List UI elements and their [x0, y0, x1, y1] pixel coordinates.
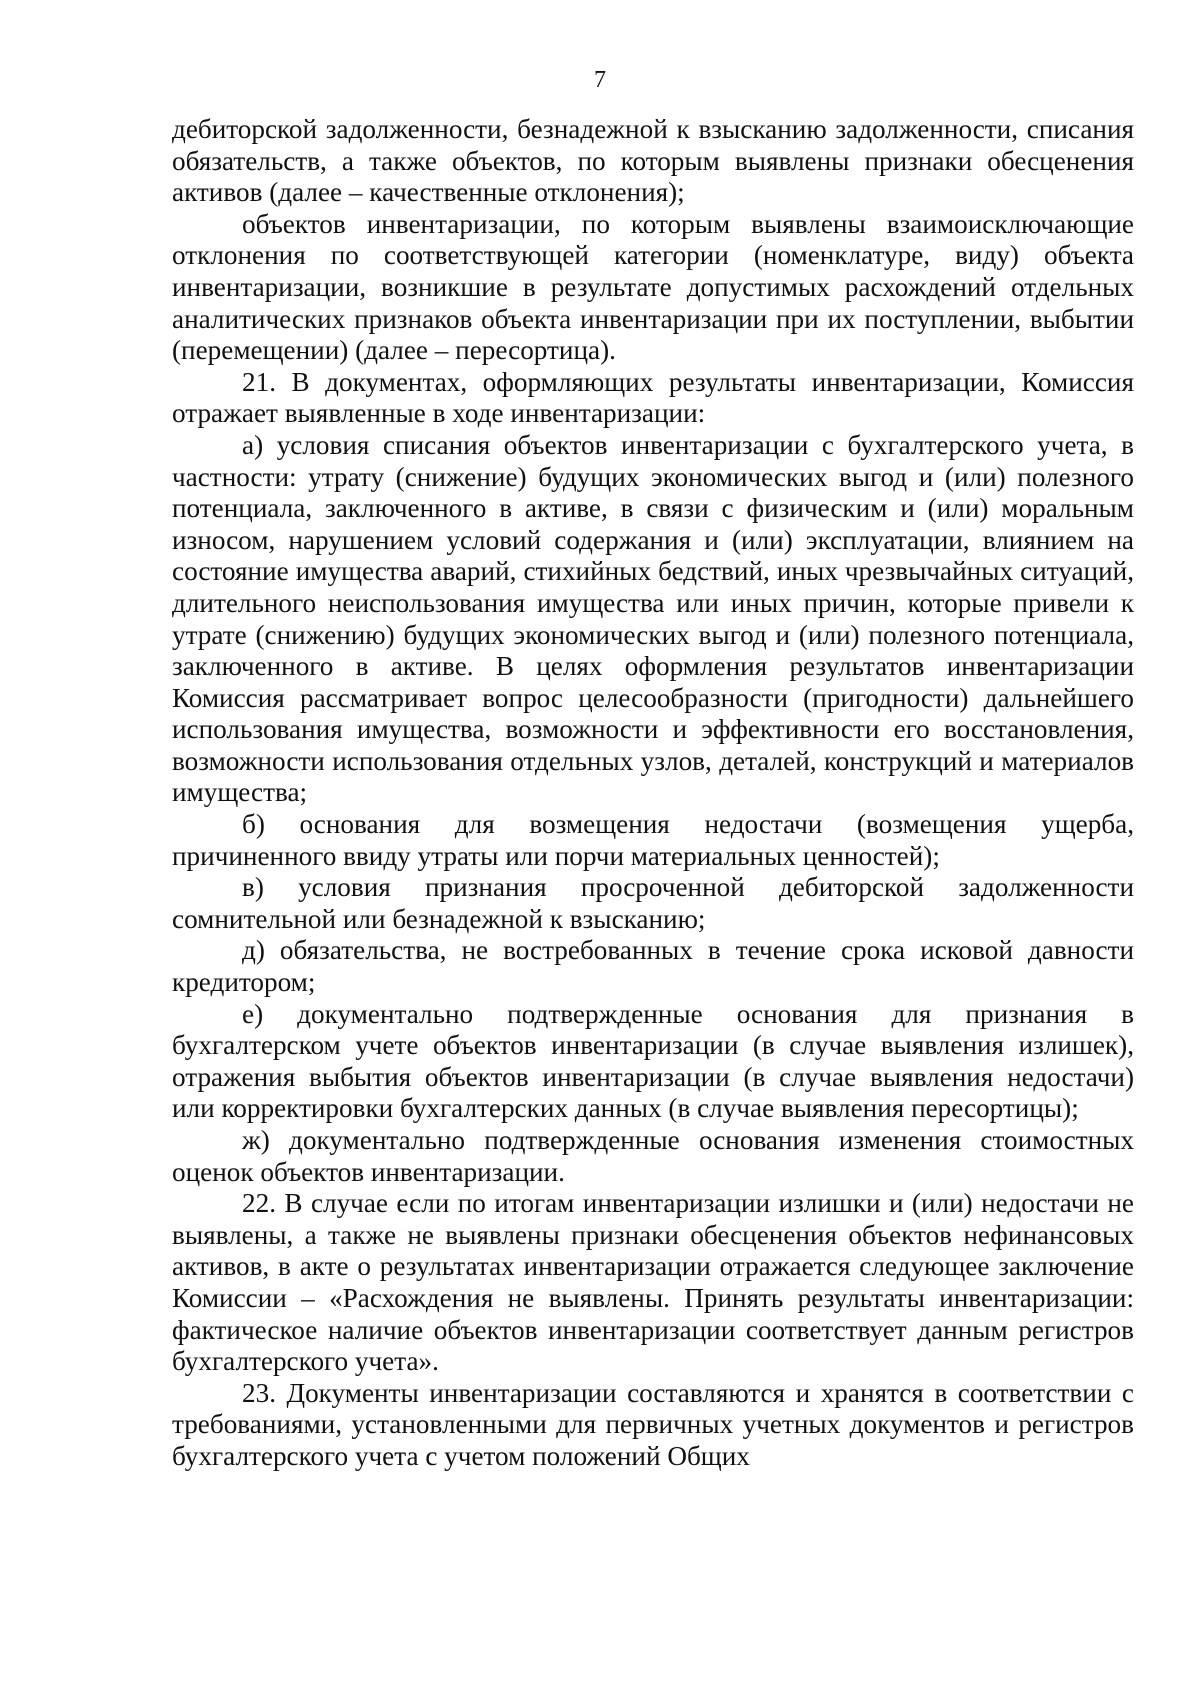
paragraph-21-d: д) обязательства, не востребованных в течение срока исковой давности кредитором;: [172, 935, 1134, 998]
paragraph-23: 23. Документы инвентаризации составляются и хранятся в соответствии с требованиями, установленными для первичных учетных документов и регистров бухгалтерского учета с учетом положений Общих: [172, 1377, 1134, 1471]
paragraph-22: 22. В случае если по итогам инвентаризации излишки и (или) недостачи не выявлены, а также не выявлены признаки обесценения объектов нефинансовых активов, в акте о результатах инвентаризации отражается следующее заключение Комиссии – «Расхождения не выявлены. Принять результаты инвентаризации: фактическое наличие объектов инвентаризации соответствует данным регистров бухгалтерского учета».: [172, 1188, 1134, 1377]
paragraph-21: 21. В документах, оформляющих результаты инвентаризации, Комиссия отражает выявленные в ходе инвентаризации:: [172, 366, 1134, 429]
page-number: 7: [594, 67, 606, 93]
paragraph-21-a: а) условия списания объектов инвентаризации с бухгалтерского учета, в частности: утрату (снижение) будущих экономических выгод и (или) полезного потенциала, заключенного в активе, в связи с физическим и (или) моральным износом, нарушением условий содержания и (или) эксплуатации, влиянием на состояние имущества аварий, стихийных бедствий, иных чрезвычайных ситуаций, длительного неиспользования имущества или иных причин, которые привели к утрате (снижению) будущих экономических выгод и (или) полезного потенциала, заключенного в активе. В целях оформления результатов инвентаризации Комиссия рассматривает вопрос целесообразности (пригодности) дальнейшего использования имущества, возможности и эффективности его восстановления, возможности использования отдельных узлов, деталей, конструкций и материалов имущества;: [172, 429, 1134, 808]
document-body: [172, 114, 1134, 1473]
paragraph-continuation: дебиторской задолженности, безнадежной к взысканию задолженности, списания обязательств, а также объектов, по которым выявлены признаки обесценения активов (далее – качественные отклонения);: [172, 114, 1134, 208]
paragraph-21-v: в) условия признания просроченной дебиторской задолженности сомнительной или безнадежной к взысканию;: [172, 872, 1134, 934]
paragraph-resorting: объектов инвентаризации, по которым выявлены взаимоисключающие отклонения по соответствующей категории (номенклатуре, виду) объекта инвентаризации, возникшие в результате допустимых расхождений отдельных аналитических признаков объекта инвентаризации при их поступлении, выбытии (перемещении) (далее – пересортица).: [172, 208, 1134, 366]
paragraph-21-b: б) основания для возмещения недостачи (возмещения ущерба, причиненного ввиду утраты или порчи материальных ценностей);: [172, 809, 1134, 871]
paragraph-21-zh: ж) документально подтвержденные основания изменения стоимостных оценок объектов инвентаризации.: [172, 1125, 1134, 1187]
paragraph-21-e: е) документально подтвержденные основания для признания в бухгалтерском учете объектов инвентаризации (в случае выявления излишек), отражения выбытия объектов инвентаризации (в случае выявления недостачи) или корректировки бухгалтерских данных (в случае выявления пересортицы);: [172, 998, 1134, 1124]
